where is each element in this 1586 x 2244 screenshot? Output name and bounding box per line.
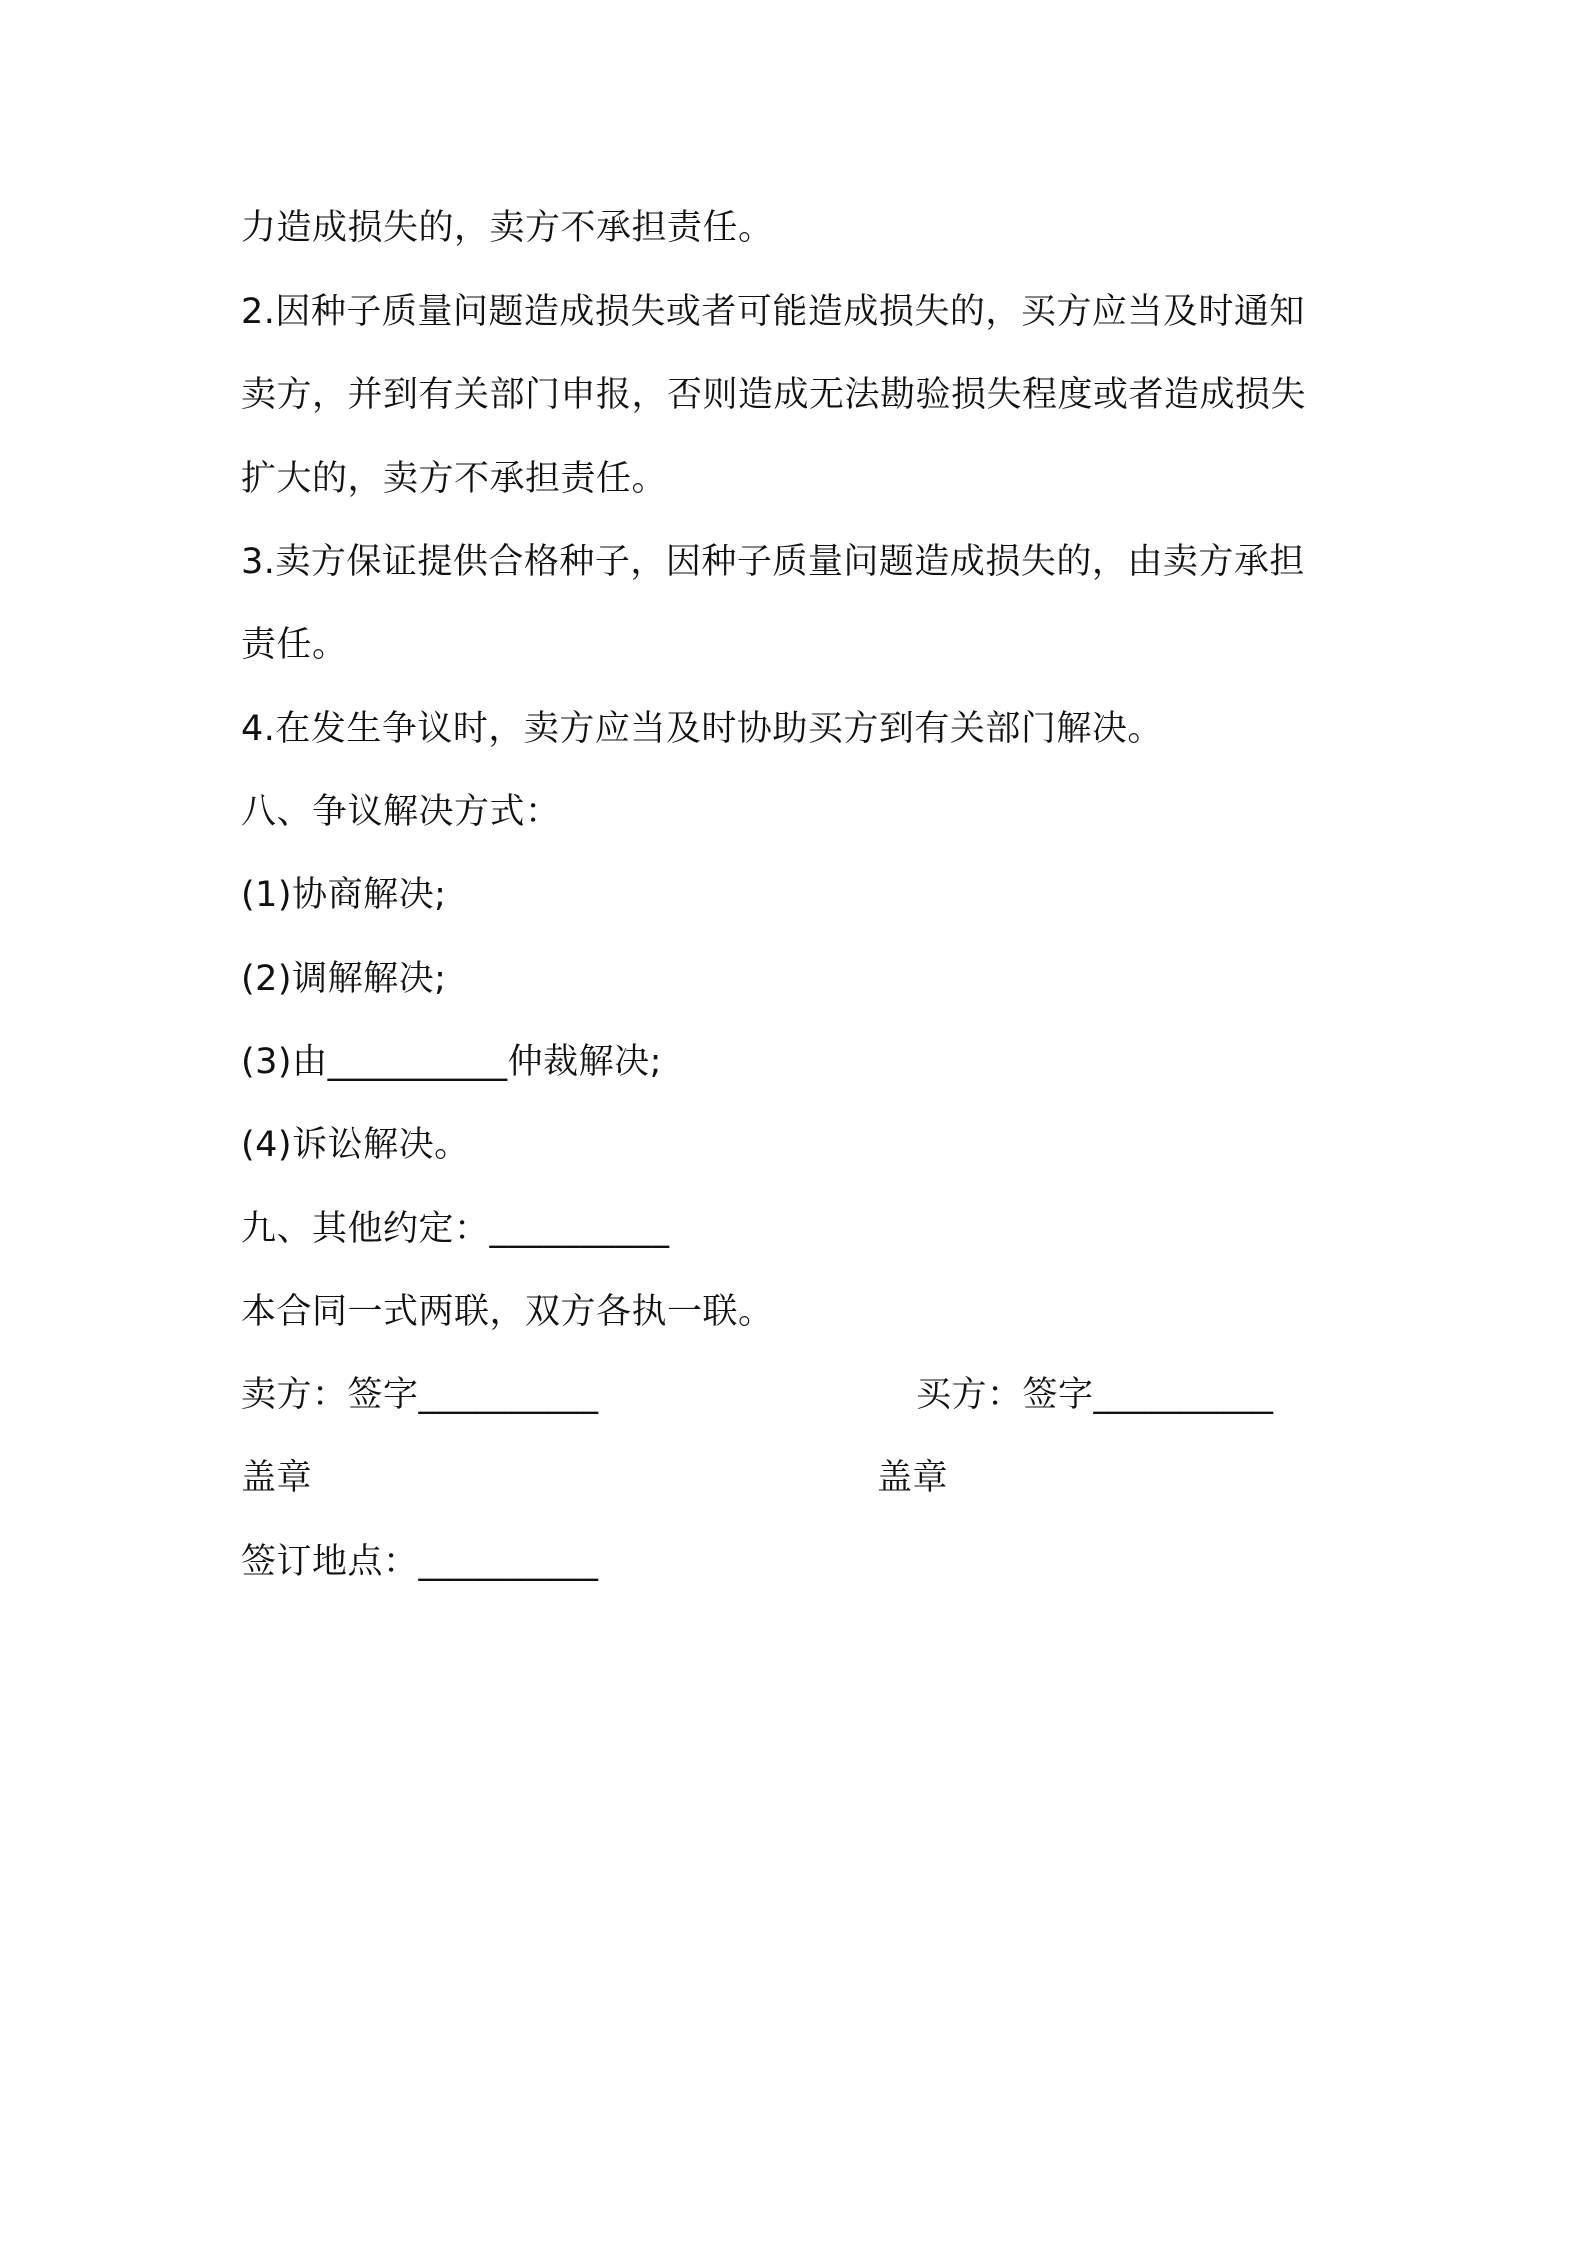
clause-3-line-2: 责任。	[241, 625, 348, 665]
text-line-1: 力造成损失的，卖方不承担责任。	[241, 208, 774, 248]
buyer-signature: 买方：签字__________	[916, 1375, 1274, 1415]
seller-seal: 盖章	[241, 1458, 313, 1498]
clause-3-line-1: 3.卖方保证提供合格种子，因种子质量问题造成损失的，由卖方承担	[241, 542, 1305, 582]
signing-place: 签订地点：__________	[241, 1542, 599, 1582]
clause-4: 4.在发生争议时，卖方应当及时协助买方到有关部门解决。	[241, 709, 1163, 749]
seller-signature: 卖方：签字__________	[241, 1375, 599, 1415]
clause-2-line-2: 卖方，并到有关部门申报，否则造成无法勘验损失程度或者造成损失	[241, 375, 1307, 415]
dispute-option-3: (3)由__________仲裁解决;	[241, 1042, 662, 1082]
clause-2-line-3: 扩大的，卖方不承担责任。	[241, 459, 668, 499]
dispute-option-2: (2)调解解决;	[241, 959, 447, 999]
section-9-other-terms: 九、其他约定：__________	[241, 1209, 670, 1249]
clause-2-line-1: 2.因种子质量问题造成损失或者可能造成损失的，买方应当及时通知	[241, 292, 1305, 332]
section-8-heading: 八、争议解决方式：	[241, 792, 561, 832]
dispute-option-1: (1)协商解决;	[241, 875, 447, 915]
copies-statement: 本合同一式两联，双方各执一联。	[241, 1292, 774, 1332]
dispute-option-4: (4)诉讼解决。	[241, 1125, 470, 1165]
buyer-seal: 盖章	[877, 1458, 949, 1498]
